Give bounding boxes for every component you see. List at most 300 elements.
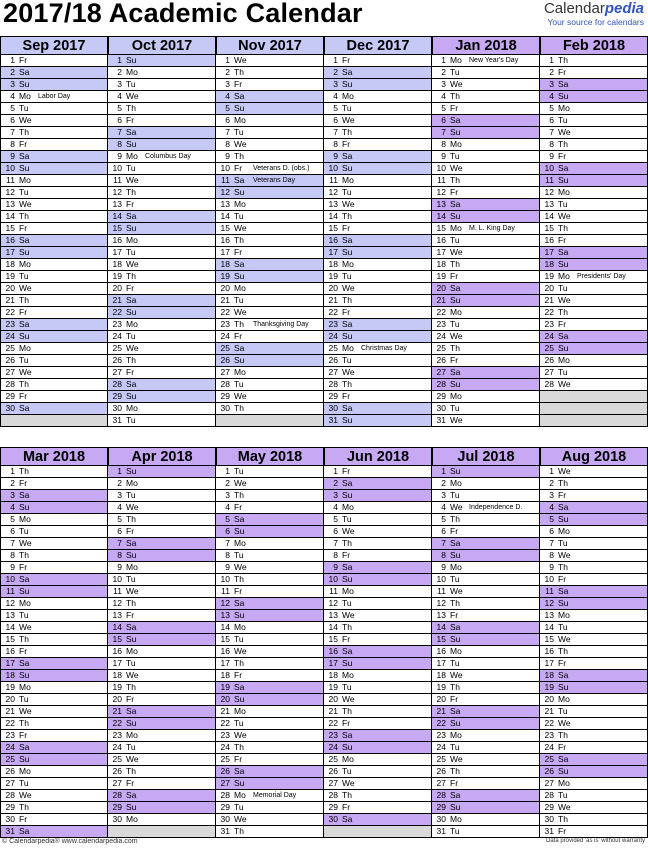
day-number: 10 — [220, 574, 230, 584]
weekday-label: Mo — [19, 598, 31, 608]
weekday-label: Tu — [342, 103, 352, 113]
day-row — [540, 343, 648, 355]
day-number: 26 — [112, 355, 122, 365]
day-number: 16 — [328, 646, 338, 656]
day-number: 8 — [225, 139, 230, 149]
weekday-label: Sa — [558, 247, 569, 257]
weekday-label: Th — [450, 91, 460, 101]
day-row — [432, 331, 540, 343]
day-row — [324, 682, 432, 694]
weekday-label: Sa — [558, 502, 569, 512]
weekday-label: We — [450, 79, 463, 89]
weekday-label: Mo — [126, 562, 138, 572]
logo-tagline: Your source for calendars — [547, 17, 644, 27]
weekday-label: Su — [450, 211, 461, 221]
day-row — [540, 355, 648, 367]
day-row — [108, 790, 216, 802]
day-row — [432, 415, 540, 427]
day-number: 26 — [328, 766, 338, 776]
weekday-label: We — [450, 247, 463, 257]
day-number: 17 — [220, 247, 230, 257]
day-number: 14 — [220, 211, 230, 221]
weekday-label: Fr — [450, 187, 459, 197]
day-row — [0, 718, 108, 730]
day-row — [108, 235, 216, 247]
weekday-label: Sa — [558, 670, 569, 680]
day-row — [108, 139, 216, 151]
day-number: 2 — [10, 67, 15, 77]
day-number: 15 — [112, 223, 122, 233]
day-row — [540, 127, 648, 139]
day-number: 5 — [10, 103, 15, 113]
day-number: 12 — [544, 598, 554, 608]
day-row — [216, 307, 324, 319]
day-row — [432, 634, 540, 646]
day-number: 1 — [225, 466, 230, 476]
day-row — [0, 778, 108, 790]
day-number: 28 — [5, 379, 15, 389]
day-number: 9 — [117, 151, 122, 161]
day-row — [0, 466, 108, 478]
weekday-label: Su — [126, 139, 137, 149]
day-number: 20 — [544, 694, 554, 704]
weekday-label: Fr — [558, 742, 567, 752]
weekday-label: Mo — [19, 514, 31, 524]
weekday-label: We — [19, 283, 32, 293]
day-row — [108, 778, 216, 790]
day-row — [432, 67, 540, 79]
weekday-label: Tu — [234, 550, 244, 560]
day-number: 22 — [436, 718, 446, 728]
day-number: 3 — [10, 490, 15, 500]
day-row — [540, 574, 648, 586]
day-row — [0, 814, 108, 826]
day-row — [540, 151, 648, 163]
day-row — [432, 211, 540, 223]
weekday-label: We — [19, 706, 32, 716]
day-row — [540, 538, 648, 550]
day-row — [108, 103, 216, 115]
day-number: 5 — [441, 514, 446, 524]
day-number: 21 — [544, 295, 554, 305]
day-row — [216, 343, 324, 355]
day-row — [324, 211, 432, 223]
weekday-label: Tu — [450, 67, 460, 77]
weekday-label: Fr — [234, 754, 243, 764]
day-number: 22 — [220, 718, 230, 728]
day-row — [432, 598, 540, 610]
day-row — [432, 307, 540, 319]
day-row — [540, 658, 648, 670]
weekday-label: Sa — [234, 766, 245, 776]
day-row — [324, 694, 432, 706]
day-number: 29 — [544, 802, 554, 812]
day-row — [432, 766, 540, 778]
weekday-label: Fr — [126, 526, 135, 536]
weekday-label: Mo — [558, 526, 570, 536]
day-number: 1 — [333, 466, 338, 476]
day-row — [0, 103, 108, 115]
day-number: 31 — [436, 826, 446, 836]
weekday-label: Su — [450, 634, 461, 644]
day-number: 13 — [328, 610, 338, 620]
day-number: 29 — [112, 391, 122, 401]
weekday-label: Sa — [450, 622, 461, 632]
day-number: 9 — [225, 151, 230, 161]
weekday-label: Tu — [126, 415, 136, 425]
month-column — [432, 36, 540, 427]
day-row — [0, 682, 108, 694]
day-row — [540, 379, 648, 391]
day-row — [216, 754, 324, 766]
day-row — [0, 478, 108, 490]
day-row — [0, 235, 108, 247]
weekday-label: Su — [342, 247, 353, 257]
weekday-label: Th — [450, 175, 460, 185]
weekday-label: Tu — [234, 634, 244, 644]
month-column — [540, 36, 648, 427]
day-row — [0, 343, 108, 355]
day-row — [216, 211, 324, 223]
day-number: 14 — [220, 622, 230, 632]
day-number: 27 — [112, 778, 122, 788]
day-row — [108, 730, 216, 742]
day-row — [324, 223, 432, 235]
day-number: 21 — [5, 706, 15, 716]
weekday-label: We — [342, 199, 355, 209]
day-number: 18 — [5, 259, 15, 269]
weekday-label: Mo — [450, 478, 462, 488]
day-row — [540, 466, 648, 478]
day-number: 11 — [545, 586, 554, 596]
day-row — [540, 646, 648, 658]
day-row — [540, 259, 648, 271]
day-number: 24 — [436, 331, 446, 341]
day-row — [216, 175, 324, 187]
day-row — [432, 754, 540, 766]
day-row — [540, 211, 648, 223]
weekday-label: Th — [126, 682, 136, 692]
day-number: 9 — [333, 151, 338, 161]
day-row — [432, 706, 540, 718]
day-number: 23 — [328, 319, 338, 329]
weekday-label: Fr — [558, 658, 567, 668]
weekday-label: Fr — [234, 331, 243, 341]
weekday-label: Th — [558, 223, 568, 233]
day-row — [0, 199, 108, 211]
day-row — [432, 223, 540, 235]
day-number: 8 — [117, 139, 122, 149]
weekday-label: Fr — [450, 526, 459, 536]
weekday-label: Th — [234, 67, 244, 77]
day-row — [324, 658, 432, 670]
weekday-label: Th — [558, 139, 568, 149]
weekday-label: Tu — [342, 355, 352, 365]
weekday-label: We — [234, 391, 247, 401]
weekday-label: Fr — [126, 610, 135, 620]
weekday-label: Fr — [234, 247, 243, 257]
day-row — [540, 187, 648, 199]
weekday-label: Fr — [558, 574, 567, 584]
weekday-label: Su — [558, 259, 569, 269]
weekday-label: Sa — [342, 67, 353, 77]
day-number: 15 — [220, 223, 230, 233]
day-row — [540, 55, 648, 67]
day-number: 3 — [117, 79, 122, 89]
day-number: 16 — [544, 235, 554, 245]
weekday-label: We — [342, 115, 355, 125]
day-row — [216, 55, 324, 67]
day-number: 27 — [112, 367, 122, 377]
day-row — [0, 163, 108, 175]
weekday-label: Th — [234, 490, 244, 500]
day-number: 18 — [436, 670, 446, 680]
day-row — [324, 139, 432, 151]
weekday-label: Tu — [558, 283, 568, 293]
day-number: 25 — [112, 343, 122, 353]
day-number: 24 — [220, 742, 230, 752]
day-row — [108, 478, 216, 490]
day-row — [216, 115, 324, 127]
day-number: 30 — [544, 814, 554, 824]
weekday-label: Mo — [234, 199, 246, 209]
day-number: 16 — [5, 235, 15, 245]
weekday-label: We — [126, 754, 139, 764]
day-row — [432, 742, 540, 754]
weekday-label: Mo — [558, 694, 570, 704]
weekday-label: Fr — [126, 778, 135, 788]
day-row — [540, 139, 648, 151]
weekday-label: Mo — [126, 730, 138, 740]
day-number: 25 — [544, 343, 554, 353]
day-row — [108, 187, 216, 199]
day-row — [540, 598, 648, 610]
weekday-label: Tu — [234, 211, 244, 221]
day-number: 21 — [5, 295, 15, 305]
day-number: 31 — [112, 415, 122, 425]
weekday-label: Th — [19, 379, 29, 389]
day-number: 28 — [544, 790, 554, 800]
day-row — [540, 67, 648, 79]
weekday-label: Mo — [234, 706, 246, 716]
day-number: 25 — [112, 754, 122, 764]
day-number: 6 — [10, 526, 15, 536]
day-row — [216, 646, 324, 658]
weekday-label: Th — [558, 562, 568, 572]
day-row — [324, 235, 432, 247]
day-row — [432, 670, 540, 682]
weekday-label: Mo — [126, 151, 138, 161]
day-number: 27 — [436, 367, 446, 377]
footer-copyright[interactable]: © Calendarpedia® www.calendarpedia.com — [2, 838, 138, 845]
weekday-label: Th — [234, 826, 244, 836]
weekday-label: Su — [19, 163, 30, 173]
day-row — [324, 115, 432, 127]
weekday-label: Su — [19, 754, 30, 764]
weekday-label: Tu — [558, 115, 568, 125]
day-number: 30 — [328, 403, 338, 413]
day-row — [324, 391, 432, 403]
day-row — [108, 754, 216, 766]
day-row — [540, 490, 648, 502]
day-row — [432, 814, 540, 826]
day-row — [216, 379, 324, 391]
day-number: 14 — [5, 211, 15, 221]
day-number: 2 — [333, 67, 338, 77]
weekday-label: Sa — [558, 586, 569, 596]
day-row — [108, 379, 216, 391]
weekday-label: Mo — [558, 355, 570, 365]
day-number: 30 — [328, 814, 338, 824]
weekday-label: Th — [342, 538, 352, 548]
day-number: 5 — [549, 103, 554, 113]
day-row — [216, 562, 324, 574]
day-number: 25 — [220, 754, 230, 764]
weekday-label: Fr — [558, 67, 567, 77]
day-number: 12 — [112, 187, 122, 197]
day-row — [0, 307, 108, 319]
weekday-label: Su — [126, 391, 137, 401]
day-row — [0, 562, 108, 574]
day-number: 17 — [436, 247, 446, 257]
day-row — [0, 283, 108, 295]
day-number: 16 — [220, 235, 230, 245]
day-row — [0, 367, 108, 379]
day-number: 11 — [6, 175, 15, 185]
day-row — [324, 91, 432, 103]
empty-day-row — [216, 415, 324, 427]
day-row — [108, 247, 216, 259]
weekday-label: Mo — [126, 67, 138, 77]
day-number: 12 — [544, 187, 554, 197]
day-row — [108, 670, 216, 682]
weekday-label: We — [558, 802, 571, 812]
weekday-label: Tu — [234, 295, 244, 305]
day-number: 21 — [436, 295, 446, 305]
day-row — [108, 718, 216, 730]
weekday-label: Tu — [19, 694, 29, 704]
day-number: 18 — [220, 670, 230, 680]
weekday-label: Sa — [342, 319, 353, 329]
day-number: 5 — [225, 103, 230, 113]
day-number: 11 — [437, 175, 446, 185]
day-number: 11 — [221, 175, 230, 185]
weekday-label: Sa — [450, 115, 461, 125]
day-number: 28 — [436, 790, 446, 800]
weekday-label: Mo — [342, 343, 354, 353]
day-row — [540, 514, 648, 526]
weekday-label: Mo — [342, 670, 354, 680]
weekday-label: Su — [126, 55, 137, 65]
weekday-label: We — [450, 754, 463, 764]
month-column — [324, 447, 432, 838]
day-row — [108, 694, 216, 706]
day-row — [108, 622, 216, 634]
weekday-label: Sa — [558, 331, 569, 341]
day-number: 4 — [10, 502, 15, 512]
weekday-label: We — [234, 55, 247, 65]
weekday-label: Sa — [126, 790, 137, 800]
weekday-label: Tu — [342, 766, 352, 776]
day-number: 1 — [441, 466, 446, 476]
weekday-label: Fr — [450, 778, 459, 788]
day-row — [108, 403, 216, 415]
weekday-label: Su — [450, 379, 461, 389]
day-row — [324, 742, 432, 754]
day-number: 8 — [441, 550, 446, 560]
day-row — [432, 391, 540, 403]
weekday-label: Th — [234, 658, 244, 668]
weekday-label: Su — [234, 778, 245, 788]
day-row — [540, 754, 648, 766]
weekday-label: Su — [19, 247, 30, 257]
weekday-label: Mo — [234, 115, 246, 125]
day-row — [540, 814, 648, 826]
day-number: 7 — [333, 538, 338, 548]
day-row — [324, 586, 432, 598]
day-row — [0, 319, 108, 331]
weekday-label: We — [19, 115, 32, 125]
day-number: 24 — [5, 742, 15, 752]
weekday-label: We — [342, 367, 355, 377]
weekday-label: Sa — [342, 562, 353, 572]
holiday-label: Veterans Day — [253, 177, 296, 184]
day-number: 14 — [112, 622, 122, 632]
day-number: 25 — [544, 754, 554, 764]
day-row — [108, 550, 216, 562]
month-header: Oct 2017 — [108, 36, 216, 55]
day-row — [324, 598, 432, 610]
day-row — [432, 802, 540, 814]
day-row — [0, 706, 108, 718]
day-row — [108, 610, 216, 622]
day-number: 16 — [544, 646, 554, 656]
weekday-label: Fr — [19, 391, 28, 401]
day-number: 21 — [112, 706, 122, 716]
day-number: 9 — [441, 151, 446, 161]
day-number: 15 — [436, 223, 446, 233]
calendarpedia-logo[interactable] — [544, 1, 644, 27]
day-row — [108, 211, 216, 223]
weekday-label: Th — [19, 802, 29, 812]
day-row — [108, 91, 216, 103]
day-row — [0, 670, 108, 682]
weekday-label: Th — [19, 634, 29, 644]
day-number: 25 — [436, 754, 446, 764]
weekday-label: Mo — [342, 175, 354, 185]
day-number: 4 — [10, 91, 15, 101]
day-row — [216, 139, 324, 151]
day-number: 4 — [333, 502, 338, 512]
weekday-label: Su — [19, 502, 30, 512]
weekday-label: Fr — [342, 139, 351, 149]
day-number: 30 — [112, 403, 122, 413]
day-number: 22 — [220, 307, 230, 317]
day-row — [216, 223, 324, 235]
day-number: 2 — [333, 478, 338, 488]
day-row — [324, 283, 432, 295]
day-number: 29 — [220, 391, 230, 401]
day-row — [540, 670, 648, 682]
weekday-label: Fr — [126, 283, 135, 293]
weekday-label: Sa — [558, 79, 569, 89]
day-number: 16 — [436, 235, 446, 245]
day-row — [216, 634, 324, 646]
day-number: 22 — [544, 718, 554, 728]
day-row — [540, 295, 648, 307]
weekday-label: We — [558, 211, 571, 221]
day-row — [540, 247, 648, 259]
